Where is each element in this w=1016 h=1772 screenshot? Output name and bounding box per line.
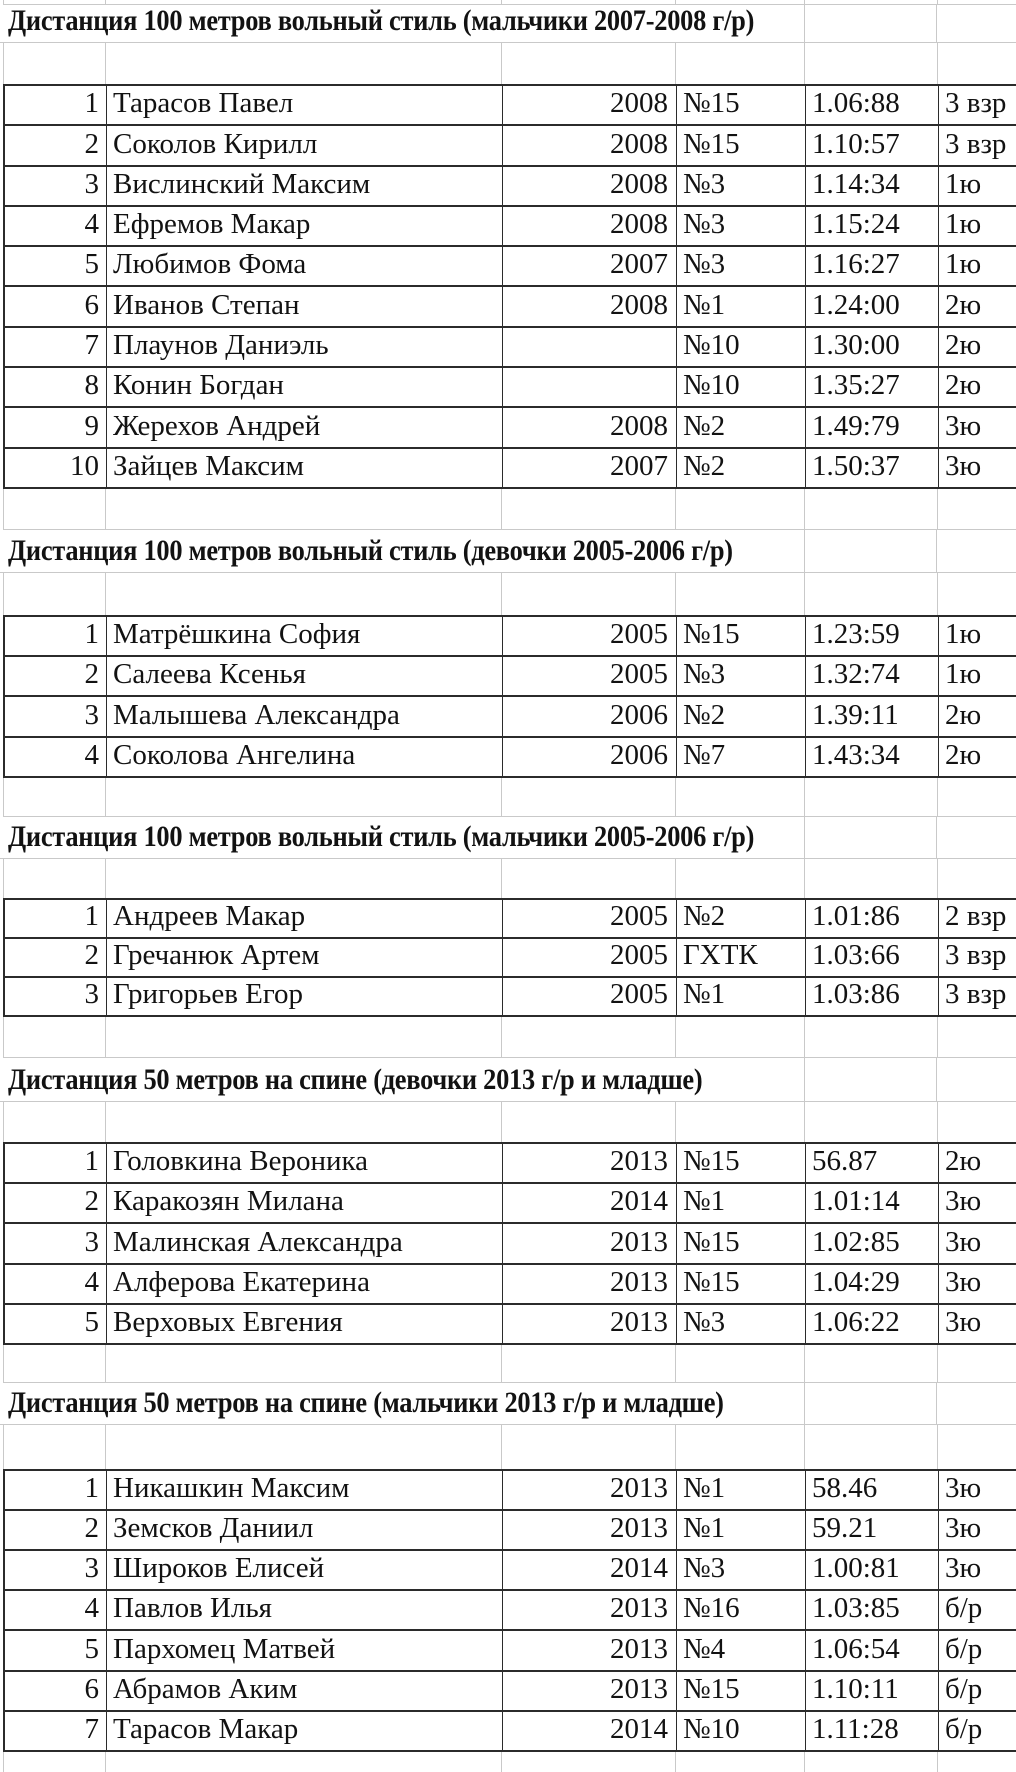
club-cell: №3 [677,1551,806,1589]
rank-cell: 1 [5,900,107,937]
category-cell: 1ю [945,208,982,241]
gridline-cell [106,859,502,898]
result-row [5,408,1016,448]
gridline-cell [805,1425,938,1469]
category-cell: 3 взр [945,87,1007,120]
gridline-cell [502,43,676,84]
name-cell: Земсков Даниил [107,1511,503,1549]
name-cell: Тарасов Павел [107,86,503,124]
section-title-row [0,1383,1016,1425]
category-cell: 2ю [945,369,982,402]
gridline-cell [502,573,676,615]
gridline-cell [938,1752,1016,1772]
gridline-cell [676,1017,805,1057]
result-row [5,1672,1016,1712]
club-cell: №15 [677,1144,806,1182]
time-cell: 1.01:14 [806,1184,939,1222]
rank-cell: 1 [5,86,107,124]
gridline-cell [676,1102,805,1142]
club-cell: №1 [677,978,806,1015]
section-title: Дистанция 50 метров на спине (мальчики 2013 г/р и младше) [8,1385,724,1419]
time-cell: 1.23:59 [806,617,939,655]
rank-cell: 4 [5,1591,107,1629]
category-cell: 3ю [945,1265,982,1298]
year-cell: 2008 [503,408,677,446]
rank-cell: 6 [5,1672,107,1710]
category-cell: 3ю [945,1305,982,1338]
year-cell: 2013 [503,1511,677,1549]
grid-spacer-row [3,1752,1016,1772]
result-row [5,1305,1016,1345]
year-cell [503,328,677,366]
gridline-cell [938,43,1016,84]
name-cell: Широков Елисей [107,1551,503,1589]
year-cell: 2013 [503,1265,677,1303]
grid-spacer-row [3,1102,1016,1142]
name-cell: Григорьев Егор [107,978,503,1015]
name-cell: Соколова Ангелина [107,738,503,776]
gridline-cell [502,489,676,529]
result-row [5,1144,1016,1184]
year-cell: 2013 [503,1672,677,1710]
year-cell: 2005 [503,657,677,695]
gridline-cell [938,1425,1016,1469]
gridline-cell [106,1345,502,1382]
gridline-cell [676,573,805,615]
time-cell: 1.06:22 [806,1305,939,1343]
gridline-cell [106,1425,502,1469]
name-cell: Конин Богдан [107,368,503,406]
result-row [5,657,1016,697]
category-cell: 2ю [945,738,982,771]
gridline-cell [4,1345,106,1382]
rank-cell: 1 [5,1144,107,1182]
rank-cell: 2 [5,1184,107,1222]
club-cell: №2 [677,900,806,937]
name-cell: Малинская Александра [107,1224,503,1262]
name-cell: Жерехов Андрей [107,408,503,446]
name-cell: Каракозян Милана [107,1184,503,1222]
result-row [5,1591,1016,1631]
year-cell: 2005 [503,900,677,937]
result-row [5,1631,1016,1671]
gridline-cell [4,573,106,615]
section-title-row [0,530,1016,573]
rank-cell: 2 [5,939,107,976]
gridline-cell [676,1425,805,1469]
result-row [5,86,1016,126]
result-row [5,1712,1016,1752]
gridline-cell [805,1345,938,1382]
section-title-row [0,817,1016,859]
category-cell: 3ю [945,449,982,482]
rank-cell: 3 [5,167,107,205]
year-cell: 2007 [503,449,677,487]
rank-cell: 6 [5,287,107,325]
year-cell: 2008 [503,167,677,205]
result-row [5,287,1016,327]
time-cell: 1.04:29 [806,1265,939,1303]
category-cell: 2ю [945,329,982,362]
section-title-row [0,1058,1016,1102]
result-row [5,1224,1016,1264]
time-cell: 1.43:34 [806,738,939,776]
club-cell: ГХТК [677,939,806,976]
gridline-cell [805,859,938,898]
grid-spacer-row [3,573,1016,615]
year-cell: 2005 [503,978,677,1015]
club-cell: №15 [677,1265,806,1303]
club-cell: №15 [677,1224,806,1262]
gridline-cell [938,573,1016,615]
year-cell: 2008 [503,86,677,124]
gridline-cell [106,1017,502,1057]
gridline-cell [106,778,502,816]
time-cell: 1.24:00 [806,287,939,325]
gridline-cell [805,0,938,4]
club-cell: №10 [677,328,806,366]
rank-cell: 2 [5,126,107,164]
result-row [5,697,1016,737]
grid-spacer-row [3,43,1016,84]
grid-spacer-row [3,489,1016,530]
result-row [5,1551,1016,1591]
category-cell: 3 взр [945,938,1007,971]
category-cell: 3ю [945,1472,982,1505]
rank-cell: 3 [5,697,107,735]
gridline-cell [4,43,106,84]
year-cell: 2008 [503,287,677,325]
time-cell: 1.30:00 [806,328,939,366]
name-cell: Андреев Макар [107,900,503,937]
result-row [5,939,1016,978]
gridline-cell [676,1345,805,1382]
rank-cell: 3 [5,1551,107,1589]
gridline-cell [676,1752,805,1772]
name-cell: Салеева Ксенья [107,657,503,695]
gridline-cell [502,1017,676,1057]
time-cell: 1.10:57 [806,126,939,164]
gridline-cell [4,1017,106,1057]
time-cell: 1.49:79 [806,408,939,446]
result-row [5,1265,1016,1305]
gridline-cell [676,859,805,898]
gridline-cell [676,489,805,529]
name-cell: Абрамов Аким [107,1672,503,1710]
grid-spacer-row [3,778,1016,817]
name-cell: Соколов Кирилл [107,126,503,164]
gridline-cell [106,489,502,529]
grid-spacer-row [3,1345,1016,1383]
gridline-cell [938,0,1016,4]
category-cell: 1ю [945,248,982,281]
gridline-cell [502,1752,676,1772]
year-cell: 2008 [503,126,677,164]
time-cell: 1.11:28 [806,1712,939,1750]
rank-cell: 5 [5,1631,107,1669]
gridline-cell [4,859,106,898]
rank-cell: 4 [5,1265,107,1303]
year-cell: 2006 [503,697,677,735]
name-cell: Малышева Александра [107,697,503,735]
gridline-cell [805,43,938,84]
gridline-cell [4,778,106,816]
time-cell: 1.01:86 [806,900,939,937]
gridline-cell [805,1017,938,1057]
rank-cell: 7 [5,328,107,366]
club-cell: №15 [677,1672,806,1710]
gridline-cell [938,1017,1016,1057]
category-cell: 2ю [945,698,982,731]
section-title: Дистанция 100 метров вольный стиль (девочки 2005-2006 г/р) [8,533,733,567]
year-cell: 2014 [503,1712,677,1750]
time-cell: 1.03:85 [806,1591,939,1629]
category-cell: 3 взр [945,127,1007,160]
club-cell: №3 [677,1305,806,1343]
result-row [5,738,1016,778]
category-cell: 2ю [945,288,982,321]
result-row [5,126,1016,166]
time-cell: 58.46 [806,1471,939,1509]
category-cell: б/р [945,1712,983,1745]
section-title: Дистанция 100 метров вольный стиль (мальчики 2005-2006 г/р) [8,819,755,853]
gridline-cell [805,1752,938,1772]
year-cell: 2005 [503,617,677,655]
gridline-cell [106,43,502,84]
section-title: Дистанция 50 метров на спине (девочки 2013 г/р и младше) [8,1062,703,1096]
club-cell: №2 [677,449,806,487]
name-cell: Вислинский Максим [107,167,503,205]
name-cell: Павлов Илья [107,1591,503,1629]
year-cell: 2014 [503,1551,677,1589]
gridline-cell [502,1425,676,1469]
section-title: Дистанция 100 метров вольный стиль (мальчики 2007-2008 г/р) [8,4,755,37]
gridline-cell [502,859,676,898]
gridline-cell [805,1102,938,1142]
gridline-cell [4,489,106,529]
name-cell: Плаунов Даниэль [107,328,503,366]
result-row [5,1471,1016,1511]
gridline-cell [4,1752,106,1772]
time-cell: 56.87 [806,1144,939,1182]
name-cell: Гречанюк Артем [107,939,503,976]
rank-cell: 1 [5,617,107,655]
gridline-cell [502,778,676,816]
result-row [5,167,1016,207]
gridline-cell [676,778,805,816]
name-cell: Ефремов Макар [107,207,503,245]
club-cell: №2 [677,408,806,446]
gridline-cell [805,573,938,615]
rank-cell: 2 [5,1511,107,1549]
result-row [5,207,1016,247]
result-row [5,1184,1016,1224]
time-cell: 59.21 [806,1511,939,1549]
club-cell: №1 [677,1511,806,1549]
club-cell: №10 [677,368,806,406]
year-cell: 2006 [503,738,677,776]
gridline-cell [938,778,1016,816]
club-cell: №3 [677,247,806,285]
year-cell: 2013 [503,1144,677,1182]
time-cell: 1.03:86 [806,978,939,1015]
club-cell: №1 [677,1184,806,1222]
year-cell: 2013 [503,1631,677,1669]
name-cell: Тарасов Макар [107,1712,503,1750]
time-cell: 1.39:11 [806,697,939,735]
gridline-cell [106,1752,502,1772]
club-cell: №4 [677,1631,806,1669]
name-cell: Верховых Евгения [107,1305,503,1343]
result-row [5,449,1016,489]
grid-spacer-row [3,859,1016,898]
name-cell: Алферова Екатерина [107,1265,503,1303]
category-cell: б/р [945,1592,983,1625]
gridline-cell [676,43,805,84]
section-title-row [0,5,1016,43]
year-cell [503,368,677,406]
gridline-cell [502,1102,676,1142]
rank-cell: 2 [5,657,107,695]
result-row [5,247,1016,287]
club-cell: №3 [677,657,806,695]
category-cell: 3ю [945,1552,982,1585]
category-cell: 1ю [945,167,982,200]
club-cell: №2 [677,697,806,735]
gridline-cell [106,1102,502,1142]
name-cell: Матрёшкина София [107,617,503,655]
year-cell: 2005 [503,939,677,976]
category-cell: 2 взр [945,899,1007,932]
result-row [5,617,1016,657]
year-cell: 2008 [503,207,677,245]
results-table [3,1142,1016,1345]
gridline-cell [4,1425,106,1469]
rank-cell: 8 [5,368,107,406]
club-cell: №1 [677,287,806,325]
gridline-cell [502,1345,676,1382]
time-cell: 1.06:54 [806,1631,939,1669]
result-row [5,328,1016,368]
category-cell: 1ю [945,658,982,691]
category-cell: 3ю [945,1225,982,1258]
rank-cell: 3 [5,978,107,1015]
gridline-cell [938,489,1016,529]
result-row [5,1511,1016,1551]
time-cell: 1.15:24 [806,207,939,245]
result-row [5,900,1016,939]
results-table [3,898,1016,1017]
rank-cell: 10 [5,449,107,487]
grid-spacer-row [3,1425,1016,1469]
time-cell: 1.16:27 [806,247,939,285]
club-cell: №3 [677,207,806,245]
time-cell: 1.35:27 [806,368,939,406]
year-cell: 2007 [503,247,677,285]
category-cell: 2ю [945,1145,982,1178]
result-row [5,368,1016,408]
club-cell: №7 [677,738,806,776]
category-cell: б/р [945,1672,983,1705]
category-cell: 3 взр [945,977,1007,1010]
results-table [3,84,1016,489]
year-cell: 2013 [503,1471,677,1509]
year-cell: 2013 [503,1305,677,1343]
name-cell: Любимов Фома [107,247,503,285]
name-cell: Иванов Степан [107,287,503,325]
rank-cell: 3 [5,1224,107,1262]
results-table [3,1469,1016,1752]
results-table [3,615,1016,778]
time-cell: 1.14:34 [806,167,939,205]
rank-cell: 1 [5,1471,107,1509]
time-cell: 1.10:11 [806,1672,939,1710]
gridline-cell [938,1345,1016,1382]
year-cell: 2014 [503,1184,677,1222]
gridline-cell [805,489,938,529]
rank-cell: 9 [5,408,107,446]
rank-cell: 4 [5,207,107,245]
time-cell: 1.02:85 [806,1224,939,1262]
gridline-cell [4,1102,106,1142]
time-cell: 1.50:37 [806,449,939,487]
year-cell: 2013 [503,1224,677,1262]
name-cell: Пархомец Матвей [107,1631,503,1669]
club-cell: №15 [677,617,806,655]
club-cell: №1 [677,1471,806,1509]
grid-spacer-row [3,1017,1016,1058]
club-cell: №15 [677,86,806,124]
gridline-cell [805,778,938,816]
category-cell: 1ю [945,618,982,651]
name-cell: Зайцев Максим [107,449,503,487]
year-cell: 2013 [503,1591,677,1629]
rank-cell: 7 [5,1712,107,1750]
rank-cell: 5 [5,247,107,285]
gridline-cell [938,1102,1016,1142]
time-cell: 1.06:88 [806,86,939,124]
category-cell: 3ю [945,1185,982,1218]
club-cell: №3 [677,167,806,205]
gridline-cell [938,859,1016,898]
category-cell: 3ю [945,409,982,442]
rank-cell: 4 [5,738,107,776]
club-cell: №15 [677,126,806,164]
gridline-cell [106,573,502,615]
time-cell: 1.32:74 [806,657,939,695]
club-cell: №10 [677,1712,806,1750]
category-cell: б/р [945,1632,983,1665]
time-cell: 1.00:81 [806,1551,939,1589]
name-cell: Головкина Вероника [107,1144,503,1182]
category-cell: 3ю [945,1512,982,1545]
club-cell: №16 [677,1591,806,1629]
time-cell: 1.03:66 [806,939,939,976]
name-cell: Никашкин Максим [107,1471,503,1509]
rank-cell: 5 [5,1305,107,1343]
result-row [5,978,1016,1017]
